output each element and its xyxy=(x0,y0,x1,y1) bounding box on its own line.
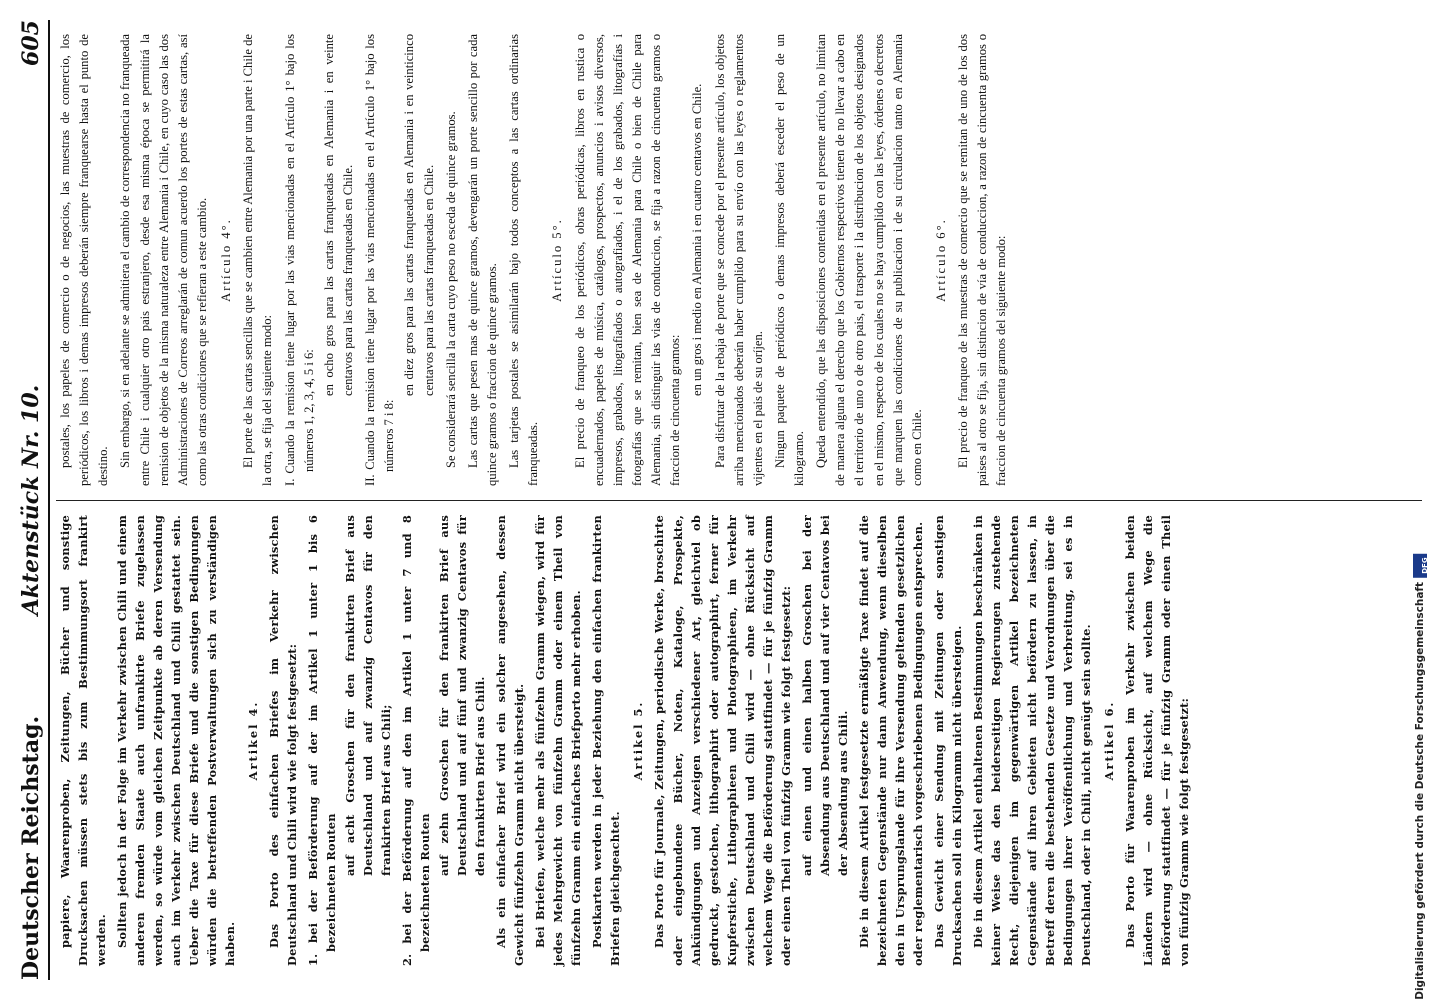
german-paragraph: Postkarten werden in jeder Beziehung den einfachen frankirten Briefen gleichgeachtet. xyxy=(590,515,623,966)
german-text-column xyxy=(56,500,1422,980)
spanish-paragraph: El precio de franqueo de las muestras de comercio que se remitan de uno de los dos paises al otro se fija, sin distincion de vía de conduccion, a razon de cincuenta gramos o fraccion de cincuenta gramos del siguiente modo: xyxy=(956,34,1009,486)
german-paragraph: Das Porto des einfachen Briefes im Verkehr zwischen Deutschland und Chili wird wie folgt festgesetzt: xyxy=(267,515,300,966)
german-paragraph: Die in diesem Artikel festgesetzte ermäßigte Taxe findet auf die bezeichneten Gegenstände nur dann Anwendung, wenn dieselben den in Ursprungslande für ihre Versendung geltenden gesetzlichen oder reglementarisch vorgeschriebenen Bedingungen entsprechen. xyxy=(856,515,925,966)
german-article-heading: Artikel 4. xyxy=(246,700,261,781)
spanish-text-column xyxy=(56,20,1422,500)
spanish-paragraph: Las cartas que pesen mas de quince gramos, devengarán un porte sencillo por cada quince gramos o fraccion de quince gramos. xyxy=(465,34,499,486)
page-header xyxy=(10,20,50,980)
dfg-logo-icon: DFG xyxy=(1413,554,1427,578)
spanish-paragraph: II. Cuando la remision tiene lugar por las vias mencionadas en el Artículo 1° bajo los números 7 i 8: xyxy=(363,34,397,486)
digitization-credit xyxy=(1409,0,1431,1000)
spanish-article-heading: Artículo 5°. xyxy=(550,218,565,302)
german-article-heading: Artikel 6. xyxy=(1101,700,1116,781)
german-paragraph: auf zehn Groschen für den frankirten Brief aus Deutschland und auf fünf und zwanzig Centavos für den frankirten Brief aus Chili. xyxy=(437,515,488,876)
spanish-paragraph: postales, los papeles de comercio o de negocios, las muestras de comercio, los periódicos, los libros i demas impresos deberán siempre franquearse hasta el punto de destino. xyxy=(58,34,111,486)
german-paragraph: auf acht Groschen für den frankirten Brief aus Deutschland und auf zwanzig Centavos für den frankirten Brief aus Chili; xyxy=(343,515,394,876)
german-paragraph: Die in diesem Artikel enthaltenen Bestimmungen beschränken in keiner Weise das den beiderseitigen Regierungen zustehende Recht, diejenigen im gegenwärtigen Artikel bezeichneten Gegenstände auf ihren Gebieten nicht befördern zu lassen, in Betreff deren die bestehenden Gesetze und Verordnungen über die Bedingungen ihrer Veröffentlichung und Verbreitung, sei es in Deutschland, oder in Chili, nicht genügt sein sollte. xyxy=(970,515,1093,966)
credit-text: Digitalisierung gefördert durch die Deutsche Forschungsgemeinschaft xyxy=(1414,582,1426,1000)
spanish-paragraph: El porte de las cartas sencillas que se cambien entre Alemania por una parte i Chile de la otra, se fija del siguiente modo: xyxy=(241,34,275,486)
spanish-paragraph: El precio de franqueo de los periódicos, obras periódicas, libros en rustica o encuadernados, papeles de música, catálogos, prospectos, anuncios i avisos diversos, impresos, grabados, litografiados o autografiados, i el de los grabados, litografías i fotografías que se remitan, bien sea de Alemania para Chile o bien de Chile para Alemania, sin distinguir las vias de conduccion, se fija a razon de cincuenta gramos o fraccion de cincuenta gramos: xyxy=(572,34,683,486)
german-paragraph: Sollten jedoch in der Folge im Verkehr zwischen Chili und einem anderen fremden Staate auch unfrankirte Briefe zugelassen werden, so würde vom gleichen Zeitpunkte ab deren Versendung auch im Verkehr zwischen Deutschland und Chili gestattet sein. Ueber die Taxe für diese Briefe und die sonstigen Bedingungen würden die betreffenden Postverwaltungen sich zu verständigen haben. xyxy=(115,515,238,966)
spanish-article-heading: Artículo 4°. xyxy=(219,218,234,302)
spanish-paragraph: Las tarjetas postales se asimilarán bajo todos conceptos a las cartas ordinarias franqueadas. xyxy=(507,34,541,486)
german-paragraph: Das Gewicht einer Sendung mit Zeitungen oder sonstigen Drucksachen soll ein Kilogramm nicht übersteigen. xyxy=(931,515,964,966)
german-article-heading: Artikel 5. xyxy=(631,700,646,781)
german-paragraph: papiere, Waarenproben, Zeitungen, Bücher und sonstige Drucksachen müssen stets bis zum Bestimmungsort frankirt werden. xyxy=(58,515,109,966)
spanish-paragraph: Para disfrutar de la rebaja de porte que se concede por el presente artículo, los objetos arriba mencionados deberán haber cumplido para su envío con las leyes o reglamentos vijentes en el pais de su oríjen. xyxy=(712,34,765,486)
german-paragraph: Als ein einfacher Brief wird ein solcher angesehen, dessen Gewicht fünfzehn Gramm nicht übersteigt. xyxy=(494,515,527,966)
spanish-paragraph: I. Cuando la remision tiene lugar por las vias mencionadas en el Artículo 1° bajo los números 1, 2, 3, 4, 5 i 6: xyxy=(282,34,316,486)
page-number: 605 xyxy=(18,20,44,66)
spanish-paragraph: Ningun paquete de periódicos o demas impresos deberá esceder el peso de un kilogramo. xyxy=(772,34,807,486)
german-paragraph: auf einen und einen halben Groschen bei der Absendung aus Deutschland und auf vier Centavos bei der Absendung aus Chili. xyxy=(799,515,850,876)
header-document-number: Aktenstück Nr. 10. xyxy=(18,384,44,616)
header-title: Deutscher Reichstag. xyxy=(18,715,44,980)
spanish-paragraph: en diez gros para las cartas franqueadas en Alemania i en veinticinco centavos para las cartas franqueadas en Chile. xyxy=(402,34,436,396)
spanish-paragraph: Sin embargo, si en adelante se admitiera el cambio de correspondencia no franqueada entre Chile i cualquier otro pais estranjero, desde esa misma época se permitirá la remision de objetos de la misma naturaleza entre Alemania i Chile, en cuyo caso las dos Administraciones de Correos arreglarán de comun acuerdo los portes de estas cartas, así como las otras condiciones que se refieran a este cambio. xyxy=(118,34,209,486)
german-paragraph: 2. bei der Beförderung auf den im Artikel 1 unter 7 und 8 bezeichneten Routen xyxy=(400,515,433,966)
text-columns xyxy=(56,20,1422,980)
german-paragraph: Das Porto für Waarenproben im Verkehr zwischen beiden Ländern wird — ohne Rücksicht, auf welchem Wege die Beförderung stattfindet — für je fünfzig Gramm oder einen Theil von fünfzig Gramm wie folgt festgesetzt: xyxy=(1122,515,1191,966)
spanish-paragraph: en ocho gros para las cartas franqueadas en Alemania i en veinte centavos para las cartas franqueadas en Chile. xyxy=(321,34,355,396)
spanish-paragraph: en un gros i medio en Alemania i en cuatro centavos en Chile. xyxy=(690,83,705,396)
spanish-paragraph: Se considerará sencilla la carta cuyo peso no esceda de quince gramos. xyxy=(443,111,458,468)
spanish-paragraph: Queda entendido, que las disposiciones contenidas en el presente artículo, no limitan de manera alguna el derecho que los Gobiernos respectivos tienen de no llevar a cabo en el territorio de uno o de otro pais, el trasporte i la distribucion de los objetos designados en el mismo, respecto de los cuales no se haya cumplido con las leyes, órdenes o decretos que marquen las condiciones de su publicacion i de su circulacion tanto en Alemania como en Chile. xyxy=(814,34,924,486)
german-paragraph: Bei Briefen, welche mehr als fünfzehn Gramm wiegen, wird für jedes Mehrgewicht von fünfzehn Gramm oder einem Theil von fünfzehn Gramm ein einfaches Briefporto mehr erhoben. xyxy=(533,515,584,966)
german-paragraph: Das Porto für Journale, Zeitungen, periodische Werke, broschirte oder eingebundene Bücher, Noten, Kataloge, Prospekte, Ankündigungen und Anzeigen verschiedener Art, gleichviel ob gedruckt, gestochen, lithographirt oder autographirt, ferner für Kupferstiche, Lithographieen und Photographieen, im Verkehr zwischen Deutschland und Chili wird — ohne Rücksicht auf welchem Wege die Beförderung stattfindet — für je fünfzig Gramm oder einen Theil von fünfzig Gramm wie folgt festgesetzt: xyxy=(652,515,793,966)
spanish-article-heading: Artículo 6°. xyxy=(934,218,949,302)
german-paragraph: 1. bei der Beförderung auf der im Artikel 1 unter 1 bis 6 bezeichneten Routen xyxy=(306,515,339,966)
